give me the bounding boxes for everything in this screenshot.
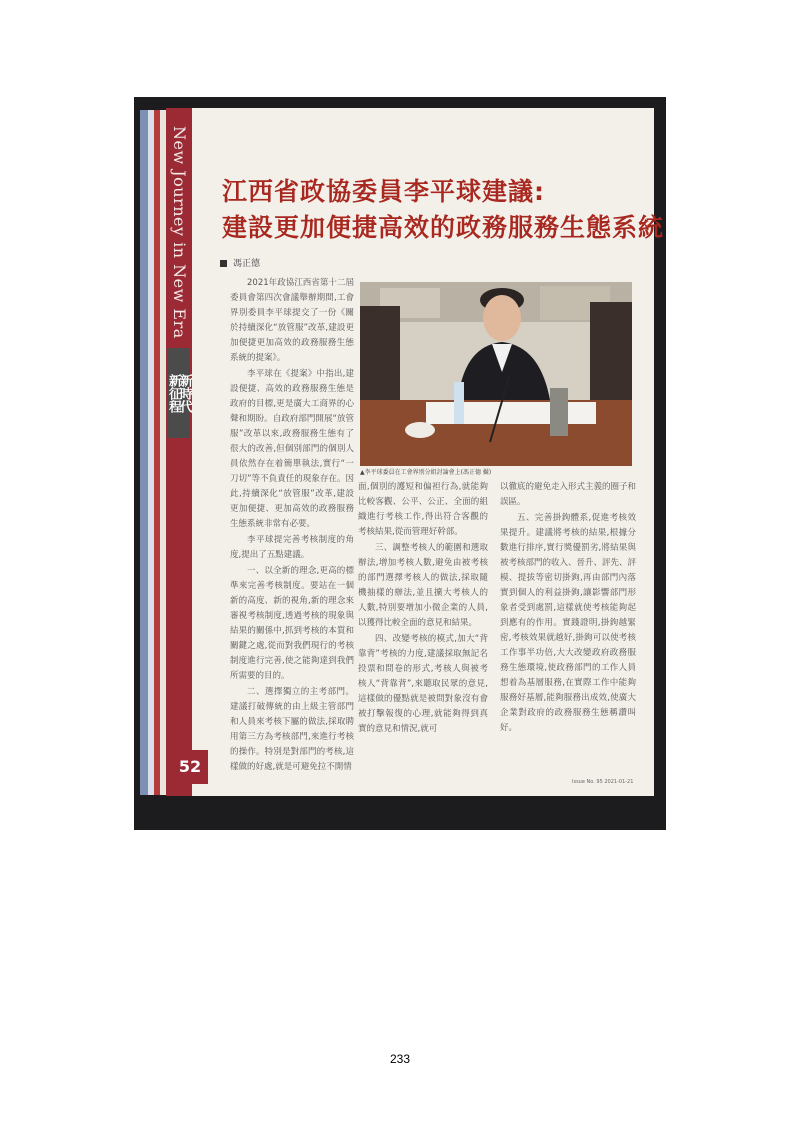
paragraph: 三、調整考核人的範圍和選取辦法,增加考核人數,避免由被考核的部門選擇考核人的做法,採取隨機抽樣的辦法,並且擴大考核人的人數,特別要增加小微企業的人員,以獲得比較全面的意見和結果。: [358, 543, 488, 628]
article-author: 馮正德: [220, 256, 260, 269]
paragraph: 一、以全新的理念,更高的標準來完善考核制度。要站在一個新的高度、新的視角,新的理念來審視考核制度,透過考核的現象與結果的關係中,抓到考核的本質和關鍵之處,從而對我們現行的考核制度進行完善,使之能夠達到我們所需要的目的。: [230, 566, 354, 681]
article-photo: [360, 282, 632, 466]
section-title-cn-2: 新征程: [166, 373, 181, 413]
paragraph: 2021年政協江西省第十二屆委員會第四次會議舉辦期間,工會界別委員李平球提交了一份《關於持續深化“放管服”改革,建設更加便捷更加高效的政務服務生態系統的提案》。: [230, 278, 354, 363]
paragraph: 李平球在《提案》中指出,建設便捷、高效的政務服務生態是政府的目標,更是廣大工商界的心聲和期盼。自政府部門開展“放管服”改革以來,政務服務生態有了很大的改善,但個別部門的個別人員依然存在着簡單執法,實行“一刀切”等不負責任的現象存在。因此,持續深化“放管服”改革,建設更加便捷、更加高效的政務服務生態系統非常有必要。: [230, 369, 354, 529]
section-title-cn: [168, 348, 190, 438]
text-column-3: [500, 480, 636, 737]
paragraph: 四、改變考核的模式,加大“背靠背”考核的力度,建議採取無記名投票和問卷的形式,考核人與被考核人“背靠背”,來聽取民眾的意見,這樣做的優點就是被問對象沒有會被打擊報復的心理,就能夠得到真實的意見和情況,就可: [358, 634, 488, 734]
paragraph: 李平球提完善考核制度的角度,提出了五點建議。: [230, 535, 354, 560]
section-title-en: New Journey in New Era: [170, 125, 189, 339]
text-column-2: [358, 480, 488, 738]
magazine-page-number: 52: [172, 750, 208, 784]
article-title-line-2: 建設更加便捷高效的政務服務生態系統: [222, 213, 665, 242]
issue-footer: Issue No. 95 2021-01-21: [572, 779, 634, 785]
photo-illustration: [360, 282, 632, 466]
paragraph: 二、選擇獨立的主考部門。建議打破傳統的由上級主管部門和人員來考核下屬的做法,採取聘用第三方為考核部門,來進行考核的操作。特別是對部門的考核,這樣做的好處,就是可避免拉不開情: [230, 687, 354, 772]
photo-caption: ▲李平球委員在工會界別分組討論會上(馮正德 攝): [360, 469, 492, 476]
page-edge: [140, 110, 148, 795]
article-title: [222, 174, 664, 246]
paragraph: 五、完善掛鉤體系,促進考核效果提升。建議將考核的結果,根據分數進行排序,實行獎優罰劣,將結果與被考核部門的收入、晉升、評先、評模、提拔等密切掛鉤,再由部門內落實到個人的利益掛鉤,讓影響部門形象者受到處罰,這樣就使考核能夠起到應有的作用。實踐證明,掛鉤越緊密,考核效果就越好,掛鉤可以使考核工作事半功倍,大大改變政府政務服務生態環境,使政務部門的工作人員想着為基層服務,在實際工作中能夠服務好基層,能夠服務出成效,使廣大企業對政府的政務服務生態稱讚叫好。: [500, 513, 637, 733]
article-title-line-1: 江西省政協委員李平球建議:: [222, 177, 545, 206]
section-title-cn-1: 新時代: [177, 373, 192, 413]
paragraph: 面,個別的護短和偏袒行為,就能夠比較客觀、公平、公正、全面的組織進行考核工作,得出符合客觀的考核結果,從而管理好幹部。: [358, 482, 488, 537]
document-page-number: 233: [389, 1052, 411, 1066]
paragraph: 以徹底的避免走入形式主義的圈子和誤區。: [500, 482, 637, 507]
text-column-1: [230, 276, 354, 776]
